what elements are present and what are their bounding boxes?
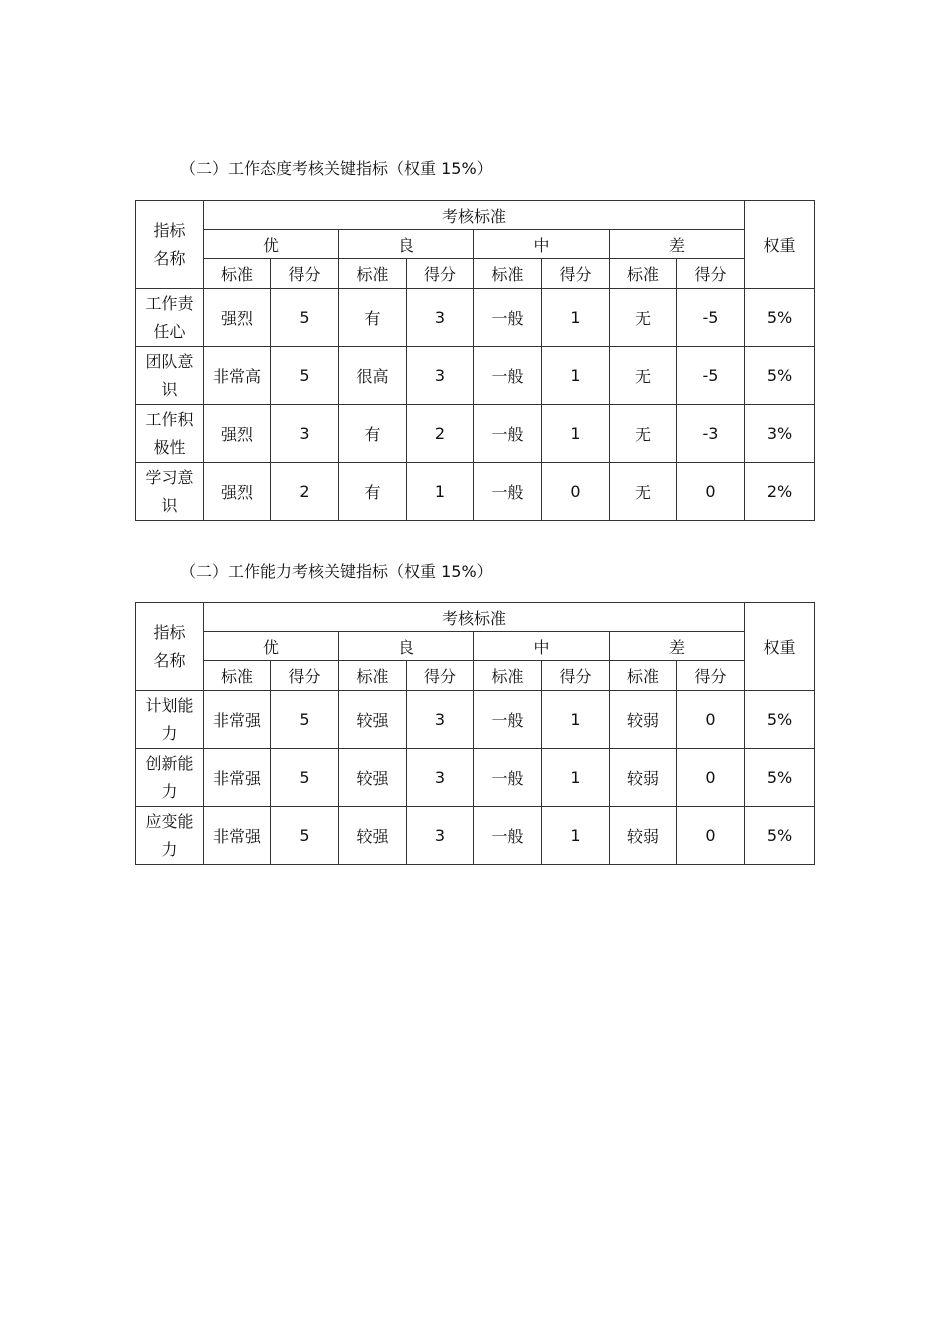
indicator-name: 计划能 力 (136, 691, 204, 749)
standards-header: 考核标准 (204, 201, 745, 230)
table-row (136, 749, 815, 807)
standard-cell: 较强 (339, 691, 407, 749)
score-cell: 3 (407, 807, 474, 865)
standard-cell: 强烈 (204, 463, 271, 521)
score-cell: 0 (677, 691, 745, 749)
level-header: 差 (610, 230, 745, 259)
standard-cell: 一般 (474, 347, 542, 405)
score-subheader: 得分 (542, 661, 610, 691)
score-cell: 1 (542, 347, 610, 405)
standard-cell: 一般 (474, 691, 542, 749)
standard-cell: 较弱 (610, 691, 677, 749)
standard-subheader: 标准 (204, 661, 271, 691)
score-subheader: 得分 (407, 661, 474, 691)
level-header: 优 (204, 632, 339, 661)
score-cell: 0 (677, 749, 745, 807)
section-caption-attitude: （二）工作态度考核关键指标（权重 15%） (180, 159, 493, 178)
score-subheader: 得分 (677, 661, 745, 691)
standard-subheader: 标准 (474, 259, 542, 289)
score-cell: 3 (407, 347, 474, 405)
indicator-name-header-text: 指标 名称 (153, 622, 186, 670)
score-cell: 1 (542, 289, 610, 347)
score-cell: 5 (271, 749, 339, 807)
score-cell: 3 (407, 749, 474, 807)
standard-cell: 一般 (474, 807, 542, 865)
weight-header: 权重 (745, 603, 815, 691)
indicator-name-header (136, 603, 204, 691)
standard-cell: 一般 (474, 463, 542, 521)
score-cell: 1 (542, 405, 610, 463)
indicator-name: 团队意 识 (136, 347, 204, 405)
standard-cell: 非常高 (204, 347, 271, 405)
standard-cell: 非常强 (204, 749, 271, 807)
standard-subheader: 标准 (204, 259, 271, 289)
indicator-name: 创新能 力 (136, 749, 204, 807)
indicator-name-header-text: 指标 名称 (153, 220, 186, 268)
standard-cell: 有 (339, 289, 407, 347)
score-cell: 3 (407, 289, 474, 347)
standard-cell: 一般 (474, 749, 542, 807)
weight-cell: 5% (745, 347, 815, 405)
standard-cell: 无 (610, 347, 677, 405)
table-row (136, 347, 815, 405)
table-row (136, 463, 815, 521)
weight-cell: 5% (745, 289, 815, 347)
score-subheader: 得分 (271, 661, 339, 691)
weight-cell: 2% (745, 463, 815, 521)
indicator-name: 工作责 任心 (136, 289, 204, 347)
weight-header: 权重 (745, 201, 815, 289)
score-cell: -5 (677, 347, 745, 405)
standard-cell: 有 (339, 463, 407, 521)
standard-subheader: 标准 (474, 661, 542, 691)
table-row (136, 691, 815, 749)
section-caption-ability: （二）工作能力考核关键指标（权重 15%） (180, 562, 493, 581)
score-cell: 3 (407, 691, 474, 749)
standard-cell: 强烈 (204, 405, 271, 463)
weight-cell: 5% (745, 749, 815, 807)
score-subheader: 得分 (677, 259, 745, 289)
weight-cell: 5% (745, 807, 815, 865)
standard-cell: 较强 (339, 807, 407, 865)
table-row (136, 405, 815, 463)
score-cell: 0 (677, 463, 745, 521)
weight-cell: 3% (745, 405, 815, 463)
score-cell: 5 (271, 691, 339, 749)
standard-cell: 一般 (474, 289, 542, 347)
standard-cell: 有 (339, 405, 407, 463)
level-header: 差 (610, 632, 745, 661)
score-cell: -3 (677, 405, 745, 463)
score-cell: 1 (542, 749, 610, 807)
score-cell: -5 (677, 289, 745, 347)
score-cell: 5 (271, 289, 339, 347)
score-cell: 1 (407, 463, 474, 521)
standard-cell: 一般 (474, 405, 542, 463)
standard-cell: 无 (610, 289, 677, 347)
indicator-name: 应变能 力 (136, 807, 204, 865)
level-header: 优 (204, 230, 339, 259)
score-cell: 2 (271, 463, 339, 521)
indicator-name-header (136, 201, 204, 289)
standard-cell: 非常强 (204, 691, 271, 749)
score-cell: 2 (407, 405, 474, 463)
standard-subheader: 标准 (339, 661, 407, 691)
score-cell: 1 (542, 691, 610, 749)
score-cell: 1 (542, 807, 610, 865)
standard-cell: 很高 (339, 347, 407, 405)
table-row (136, 289, 815, 347)
indicator-name: 学习意 识 (136, 463, 204, 521)
indicator-name: 工作积 极性 (136, 405, 204, 463)
standard-cell: 较弱 (610, 807, 677, 865)
score-cell: 5 (271, 807, 339, 865)
standards-header: 考核标准 (204, 603, 745, 632)
standard-cell: 无 (610, 405, 677, 463)
weight-cell: 5% (745, 691, 815, 749)
level-header: 中 (474, 230, 610, 259)
score-cell: 0 (542, 463, 610, 521)
standard-subheader: 标准 (339, 259, 407, 289)
score-cell: 5 (271, 347, 339, 405)
ability-kpi-table (135, 602, 815, 865)
standard-subheader: 标准 (610, 661, 677, 691)
score-cell: 0 (677, 807, 745, 865)
standard-cell: 非常强 (204, 807, 271, 865)
level-header: 良 (339, 632, 474, 661)
score-subheader: 得分 (542, 259, 610, 289)
table-row (136, 807, 815, 865)
score-cell: 3 (271, 405, 339, 463)
standard-cell: 无 (610, 463, 677, 521)
standard-cell: 较强 (339, 749, 407, 807)
attitude-kpi-table (135, 200, 815, 521)
level-header: 中 (474, 632, 610, 661)
level-header: 良 (339, 230, 474, 259)
score-subheader: 得分 (407, 259, 474, 289)
standard-cell: 强烈 (204, 289, 271, 347)
standard-cell: 较弱 (610, 749, 677, 807)
score-subheader: 得分 (271, 259, 339, 289)
standard-subheader: 标准 (610, 259, 677, 289)
